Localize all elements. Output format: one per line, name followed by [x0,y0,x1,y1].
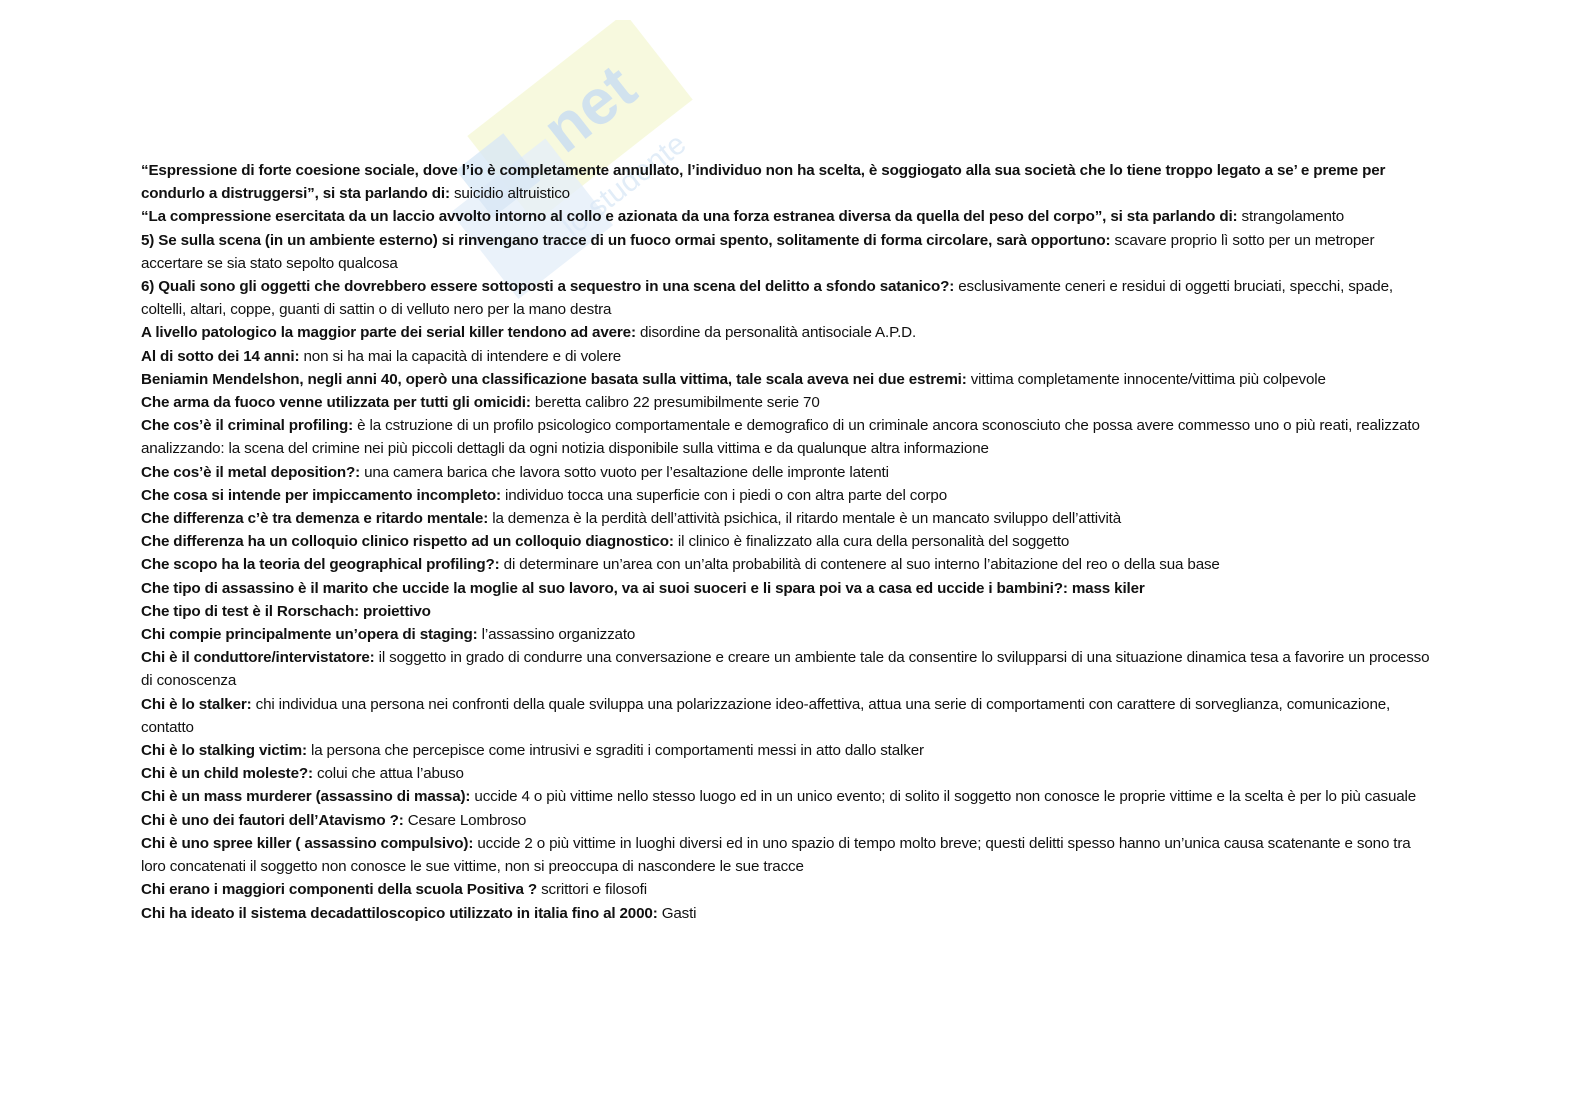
answer-text: scavare proprio lì sotto per un metroper accertare se sia stato sepolto qualcosa [141,231,1375,272]
question-text: Chi è lo stalker: [141,695,252,713]
answer-text: chi individua una persona nei confronti della quale sviluppa una polarizzazione ideo-affettiva, attua una serie di comportamenti con carattere di sorveglianza, comunicazione, contatto [141,695,1391,736]
qa-item [141,646,1431,692]
answer-text: uccide 2 o più vittime in luoghi diversi ed in uno spazio di tempo molto breve; questi delitti spesso hanno un’unica causa scatenante e sono tra loro concatenati il soggetto non conosce le sue vittime, non si preoccupa di nascondere le sue tracce [141,834,1411,876]
answer-text: vittima completamente innocente/vittima più colpevole [970,370,1326,388]
question-text: Che differenza c’è tra demenza e ritardo mentale: [141,510,489,528]
question-text: Che cosa si intende per impiccamento incompleto: [141,486,501,504]
qa-item [141,809,1431,832]
question-text: Che differenza ha un colloquio clinico rispetto ad un colloquio diagnostico: [141,533,674,551]
qa-item [141,577,1431,600]
qa-item [141,461,1431,484]
qa-item [141,739,1431,762]
answer-text: disordine da personalità antisociale A.P.D. [639,324,917,342]
qa-item [141,762,1431,785]
answer-text: Gasti [661,904,697,922]
question-text: A livello patologico la maggior parte dei serial killer tendono ad avere: [141,324,636,342]
question-text: Beniamin Mendelshon, negli anni 40, operò una classificazione basata sulla vittima, tale scala aveva nei due estremi: [141,370,967,388]
qa-item [141,507,1431,530]
question-text: Chi compie principalmente un’opera di staging: [141,626,478,644]
qa-item [141,345,1431,368]
qa-list [141,159,1431,925]
question-text: Chi è lo stalking victim: [141,742,307,760]
qa-item [141,623,1431,646]
answer-text: l’assassino organizzato [481,626,636,644]
answer-text: beretta calibro 22 presumibilmente serie 70 [534,394,820,412]
question-text: Chi è uno dei fautori dell’Atavismo ?: [141,811,404,829]
qa-item [141,414,1431,460]
answer-text: di determinare un’area con un’alta probabilità di contenere al suo interno l’abitazione del reo o della sua base [503,556,1220,574]
qa-item [141,484,1431,507]
question-text: Chi ha ideato il sistema decadattiloscopico utilizzato in italia fino al 2000: [141,904,658,922]
answer-text: la demenza è la perdità dell’attività psichica, il ritardo mentale è un mancato sviluppo dell’attività [492,510,1122,528]
question-text: Chi erano i maggiori componenti della scuola Positiva ? [141,881,537,899]
answer-text: una camera barica che lavora sotto vuoto per l’esaltazione delle impronte latenti [364,463,889,481]
watermark-text: net [528,50,649,167]
answer-text: esclusivamente ceneri e residui di oggetti bruciati, specchi, spade, coltelli, altari, coppe, guanti di sattin o di velluto nero per la mano destra [141,278,1393,319]
qa-item [141,368,1431,391]
qa-item [141,275,1431,321]
answer-text: scrittori e filosofi [541,881,647,899]
question-text: Che scopo ha la teoria del geographical profiling?: [141,556,500,574]
question-text: Che arma da fuoco venne utilizzata per tutti gli omicidi: [141,394,531,412]
question-text: Chi è il conduttore/intervistatore: [141,649,375,667]
answer-text: il clinico è finalizzato alla cura della personalità del soggetto [677,533,1070,551]
qa-item [141,159,1431,205]
answer-text: non si ha mai la capacità di intendere e di volere [303,347,622,365]
qa-item [141,229,1431,275]
qa-item [141,785,1431,808]
answer-text: la persona che percepisce come intrusivi e sgraditi i comportamenti messi in atto dallo stalker [310,742,924,760]
answer-text: uccide 4 o più vittime nello stesso luogo ed in un unico evento; di solito il soggetto non conosce le proprie vittime e la scelta è per lo più casuale [474,788,1417,806]
question-text: “Espressione di forte coesione sociale, dove l’io è completamente annullato, l’individuo non ha scelta, è soggiogato alla sua società che lo tiene troppo legato a se’ e preme per condurlo a distruggersi”, si sta parlando di: [141,162,1386,203]
qa-item [141,693,1431,739]
question-text: 6) Quali sono gli oggetti che dovrebbero essere sottoposti a sequestro in una scena del delitto a sfondo satanico?: [141,278,955,296]
question-text: Chi è un child moleste?: [141,765,313,783]
question-text: Che tipo di assassino è il marito che uccide la moglie al suo lavoro, va ai suoi suoceri e li spara poi va a casa ed uccide i bambini?: mass kiler [141,579,1145,597]
qa-item [141,553,1431,576]
question-text: Che cos’è il metal deposition?: [141,463,360,481]
question-text: Al di sotto dei 14 anni: [141,347,300,365]
question-text: Che tipo di test è il Rorschach: proiettivo [141,602,431,620]
qa-item [141,902,1431,925]
question-text: 5) Se sulla scena (in un ambiente esterno) si rinvengano tracce di un fuoco ormai spento, solitamente di forma circolare, sarà opportuno: [141,231,1111,249]
qa-item [141,530,1431,553]
answer-text: suicidio altruistico [453,185,570,203]
question-text: Chi è un mass murderer (assassino di massa): [141,788,471,806]
qa-item [141,205,1431,228]
answer-text: strangolamento [1241,208,1345,226]
qa-item [141,600,1431,623]
question-text: Che cos’è il criminal profiling: [141,417,354,435]
qa-item [141,321,1431,344]
answer-text: Cesare Lombroso [407,811,527,829]
answer-text: è la cstruzione di un profilo psicologico comportamentale e demografico di un criminale ancora sconosciuto che possa avere commesso uno o più reati, realizzato analizzando: la scena del crimine nei più piccoli dettagli da ogni notizia disponibile sulla vittima e da qualunque altra informazione [141,417,1420,458]
question-text: Chi è uno spree killer ( assassino compulsivo): [141,834,474,852]
qa-item [141,878,1431,901]
answer-text: individuo tocca una superficie con i piedi o con altra parte del corpo [505,486,948,504]
answer-text: il soggetto in grado di condurre una conversazione e creare un ambiente tale da consentire lo svilupparsi di una situazione dinamica tesa a favorire un processo di conoscenza [141,649,1430,690]
answer-text: colui che attua l’abuso [317,765,464,783]
qa-item [141,391,1431,414]
question-text: “La compressione esercitata da un laccio avvolto intorno al collo e azionata da una forza estranea diversa da quella del peso del corpo”, si sta parlando di: [141,208,1238,226]
watermark-tagline: lo studente [556,127,693,244]
qa-item [141,832,1431,878]
